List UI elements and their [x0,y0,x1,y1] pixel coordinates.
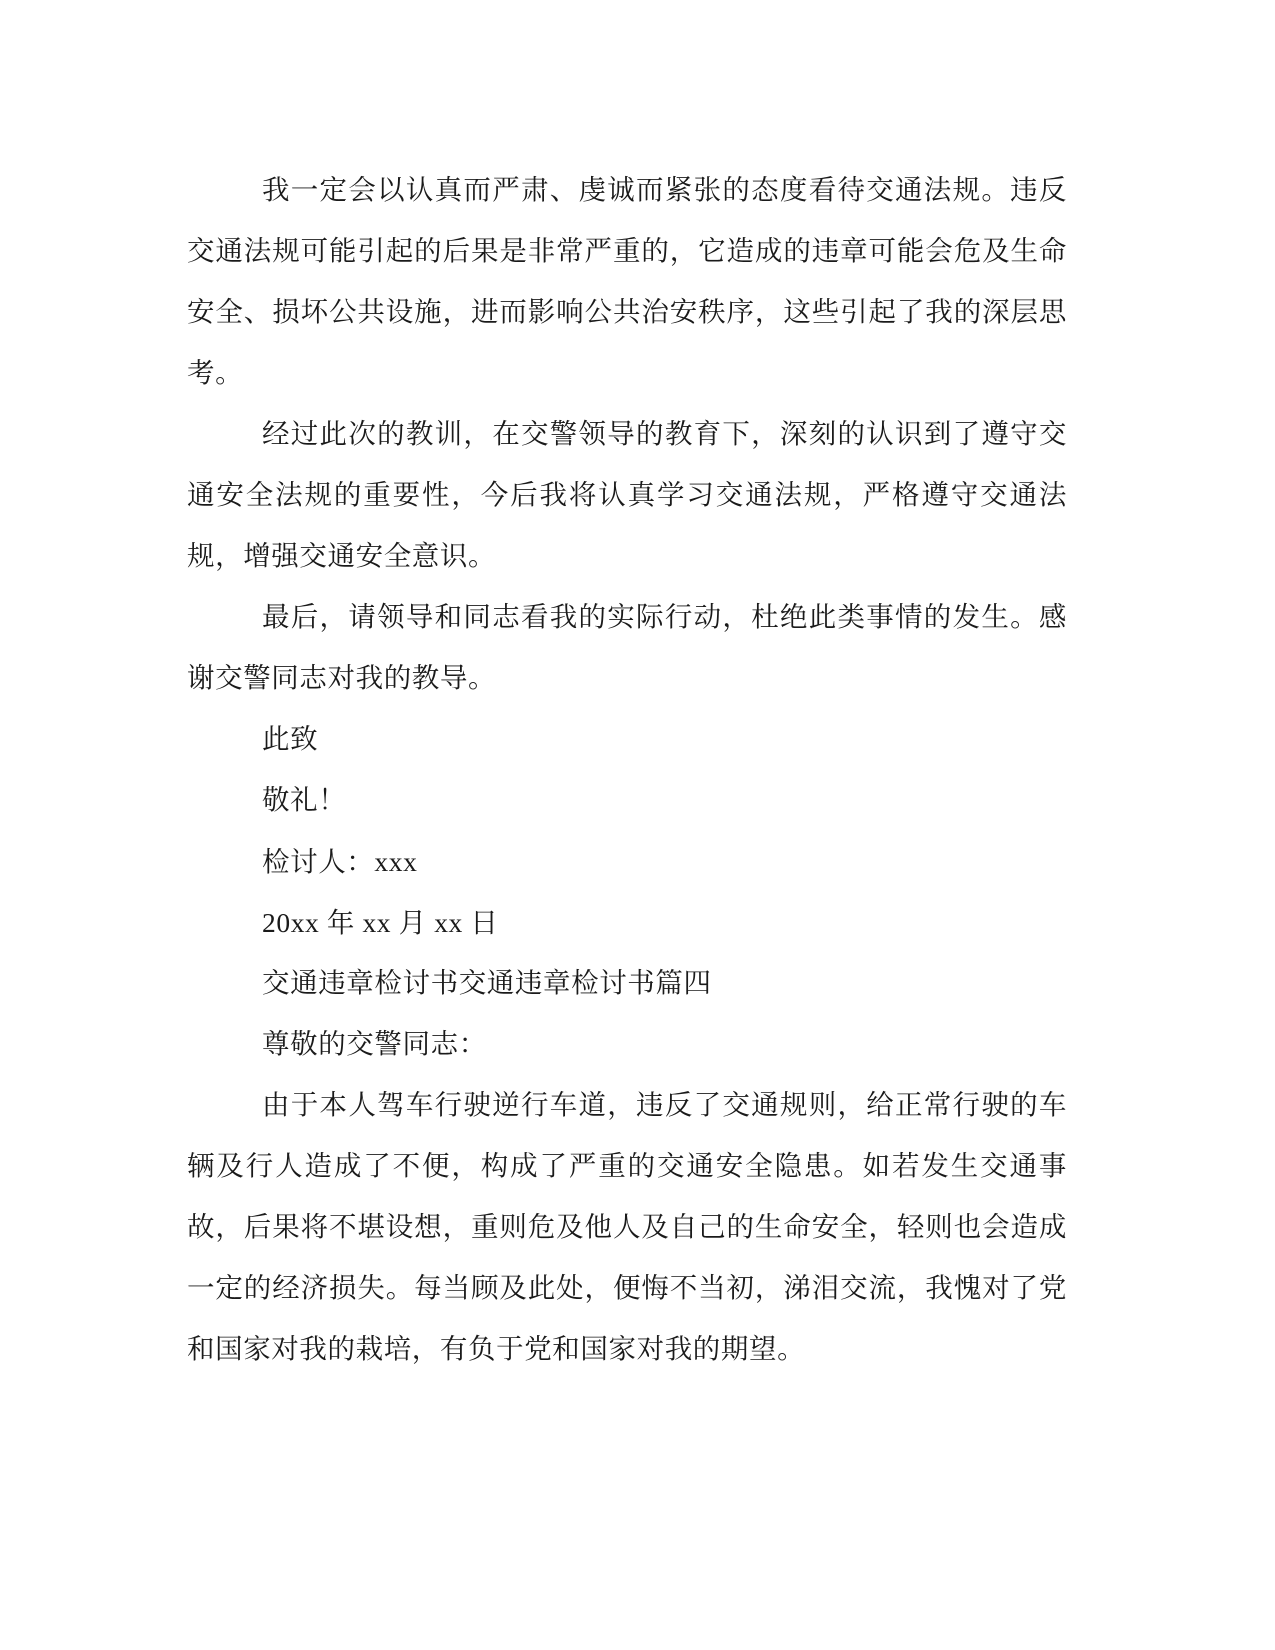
document-body [187,160,1067,1380]
date-line: 20xx 年 xx 月 xx 日 [262,907,499,938]
paragraph-conclusion: 最后，请领导和同志看我的实际行动，杜绝此类事情的发生。感谢交警同志对我的教导。 [187,601,1067,694]
signer-line: 检讨人：xxx [262,846,418,877]
section-heading: 交通违章检讨书交通违章检讨书篇四 [262,967,712,999]
paragraph-attitude: 我一定会以认真而严肃、虔诚而紧张的态度看待交通法规。违反交通法规可能引起的后果是非常严重的，它造成的违章可能会危及生命安全、损坏公共设施，进而影响公共治安秩序，这些引起了我的深层思考。 [187,174,1067,389]
paragraph-lesson: 经过此次的教训，在交警领导的教育下，深刻的认识到了遵守交通安全法规的重要性，今后我将认真学习交通法规，严格遵守交通法规，增强交通安全意识。 [187,418,1067,572]
paragraph-violation: 由于本人驾车行驶逆行车道，违反了交通规则，给正常行驶的车辆及行人造成了不便，构成了严重的交通安全隐患。如若发生交通事故，后果将不堪设想，重则危及他人及自己的生命安全，轻则也会造成一定的经济损失。每当顾及此处，便悔不当初，涕泪交流，我愧对了党和国家对我的栽培，有负于党和国家对我的期望。 [187,1089,1067,1365]
closing-cizhi: 此致 [262,723,319,755]
closing-jingli: 敬礼！ [262,784,347,816]
salutation: 尊敬的交警同志： [262,1028,487,1060]
